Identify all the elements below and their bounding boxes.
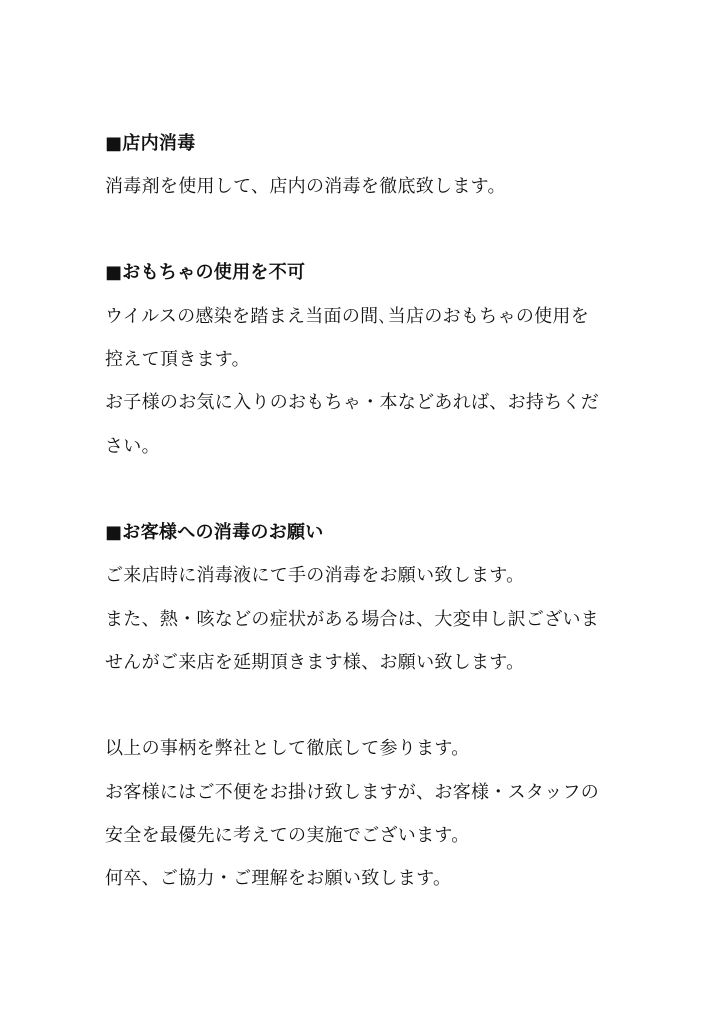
- section-heading-toy-use: ■おもちゃの使用を不可: [105, 262, 306, 283]
- body-line: 消毒剤を使用して、店内の消毒を徹底致します。: [105, 176, 506, 197]
- body-line: お子様のお気に入りのおもちゃ・本などあれば、お持ちくだ: [105, 392, 600, 413]
- body-line: また、熱・咳などの症状がある場合は、大変申し訳ございま: [105, 609, 600, 630]
- section-heading-customer-disinfection: ■お客様への消毒のお願い: [105, 522, 324, 543]
- closing-line: お客様にはご不便をお掛け致しますが、お客様・スタッフの: [105, 782, 600, 803]
- body-line: せんがご来店を延期頂きます様、お願い致します。: [105, 652, 525, 673]
- body-line: ご来店時に消毒液にて手の消毒をお願い致します。: [105, 565, 525, 586]
- section-heading-store-disinfection: ■店内消毒: [105, 133, 196, 154]
- body-line: ウイルスの感染を踏まえ当面の間､当店のおもちゃの使用を: [105, 306, 590, 327]
- closing-line: 何卒、ご協力・ご理解をお願い致します。: [105, 868, 452, 889]
- closing-line: 安全を最優先に考えての実施でございます。: [105, 825, 470, 846]
- closing-line: 以上の事柄を弊社として徹底して参ります。: [105, 738, 470, 759]
- body-line: さい。: [105, 436, 160, 457]
- body-line: 控えて頂きます。: [105, 349, 250, 370]
